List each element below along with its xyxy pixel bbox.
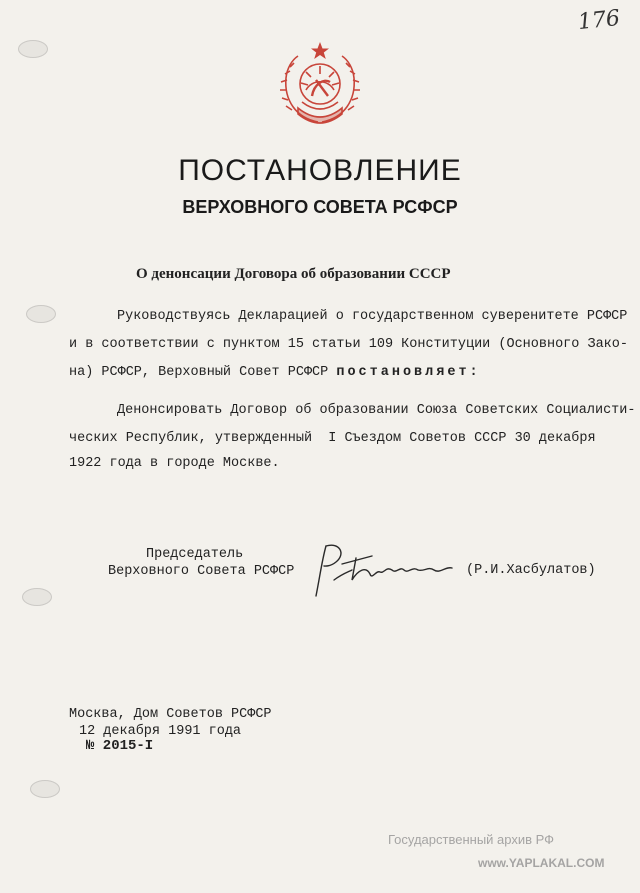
signatory-name: (Р.И.Хасбулатов) [466,563,596,578]
paragraph1-line3-text: на) РСФСР, Верховный Совет РСФСР [69,365,337,380]
document-subtitle: ВЕРХОВНОГО СОВЕТА РСФСР [182,197,458,217]
paragraph2-line3: 1922 года в городе Москве. [69,456,280,471]
document-number: № 2015-I [86,738,154,754]
punch-hole [22,588,52,606]
paragraph1-line1: Руководствуясь Декларацией о государственном суверенитете РСФСР [117,309,628,324]
document-title: ПОСТАНОВЛЕНИЕ [178,154,462,187]
site-watermark: www.YAPLAKAL.COM [478,856,605,870]
signatory-role-line1: Председатель [146,547,244,562]
paragraph1-line3 [69,365,481,380]
signatory-role-line2: Верховного Совета РСФСР [108,564,295,579]
paragraph2-line2: ческих Республик, утвержденный I Съездом Советов СССР 30 декабря [69,431,596,446]
archive-watermark: Государственный архив РФ [388,832,555,847]
paragraph1-line2: и в соответствии с пунктом 15 статьи 109 Конституции (Основного Зако- [69,337,628,352]
decree-word: постановляет: [336,365,481,380]
punch-hole [26,305,56,323]
punch-hole [18,40,48,58]
adoption-date: 12 декабря 1991 года [79,724,242,739]
paragraph2-line1: Денонсировать Договор об образовании Союза Советских Социалисти- [117,403,636,418]
handwritten-signature [312,540,462,602]
archive-number: 176 [576,5,622,36]
rsfsr-emblem-icon [278,40,362,130]
place-of-adoption: Москва, Дом Советов РСФСР [69,707,272,722]
document-heading: О денонсации Договора об образовании СССР [136,266,451,282]
punch-hole [30,780,60,798]
